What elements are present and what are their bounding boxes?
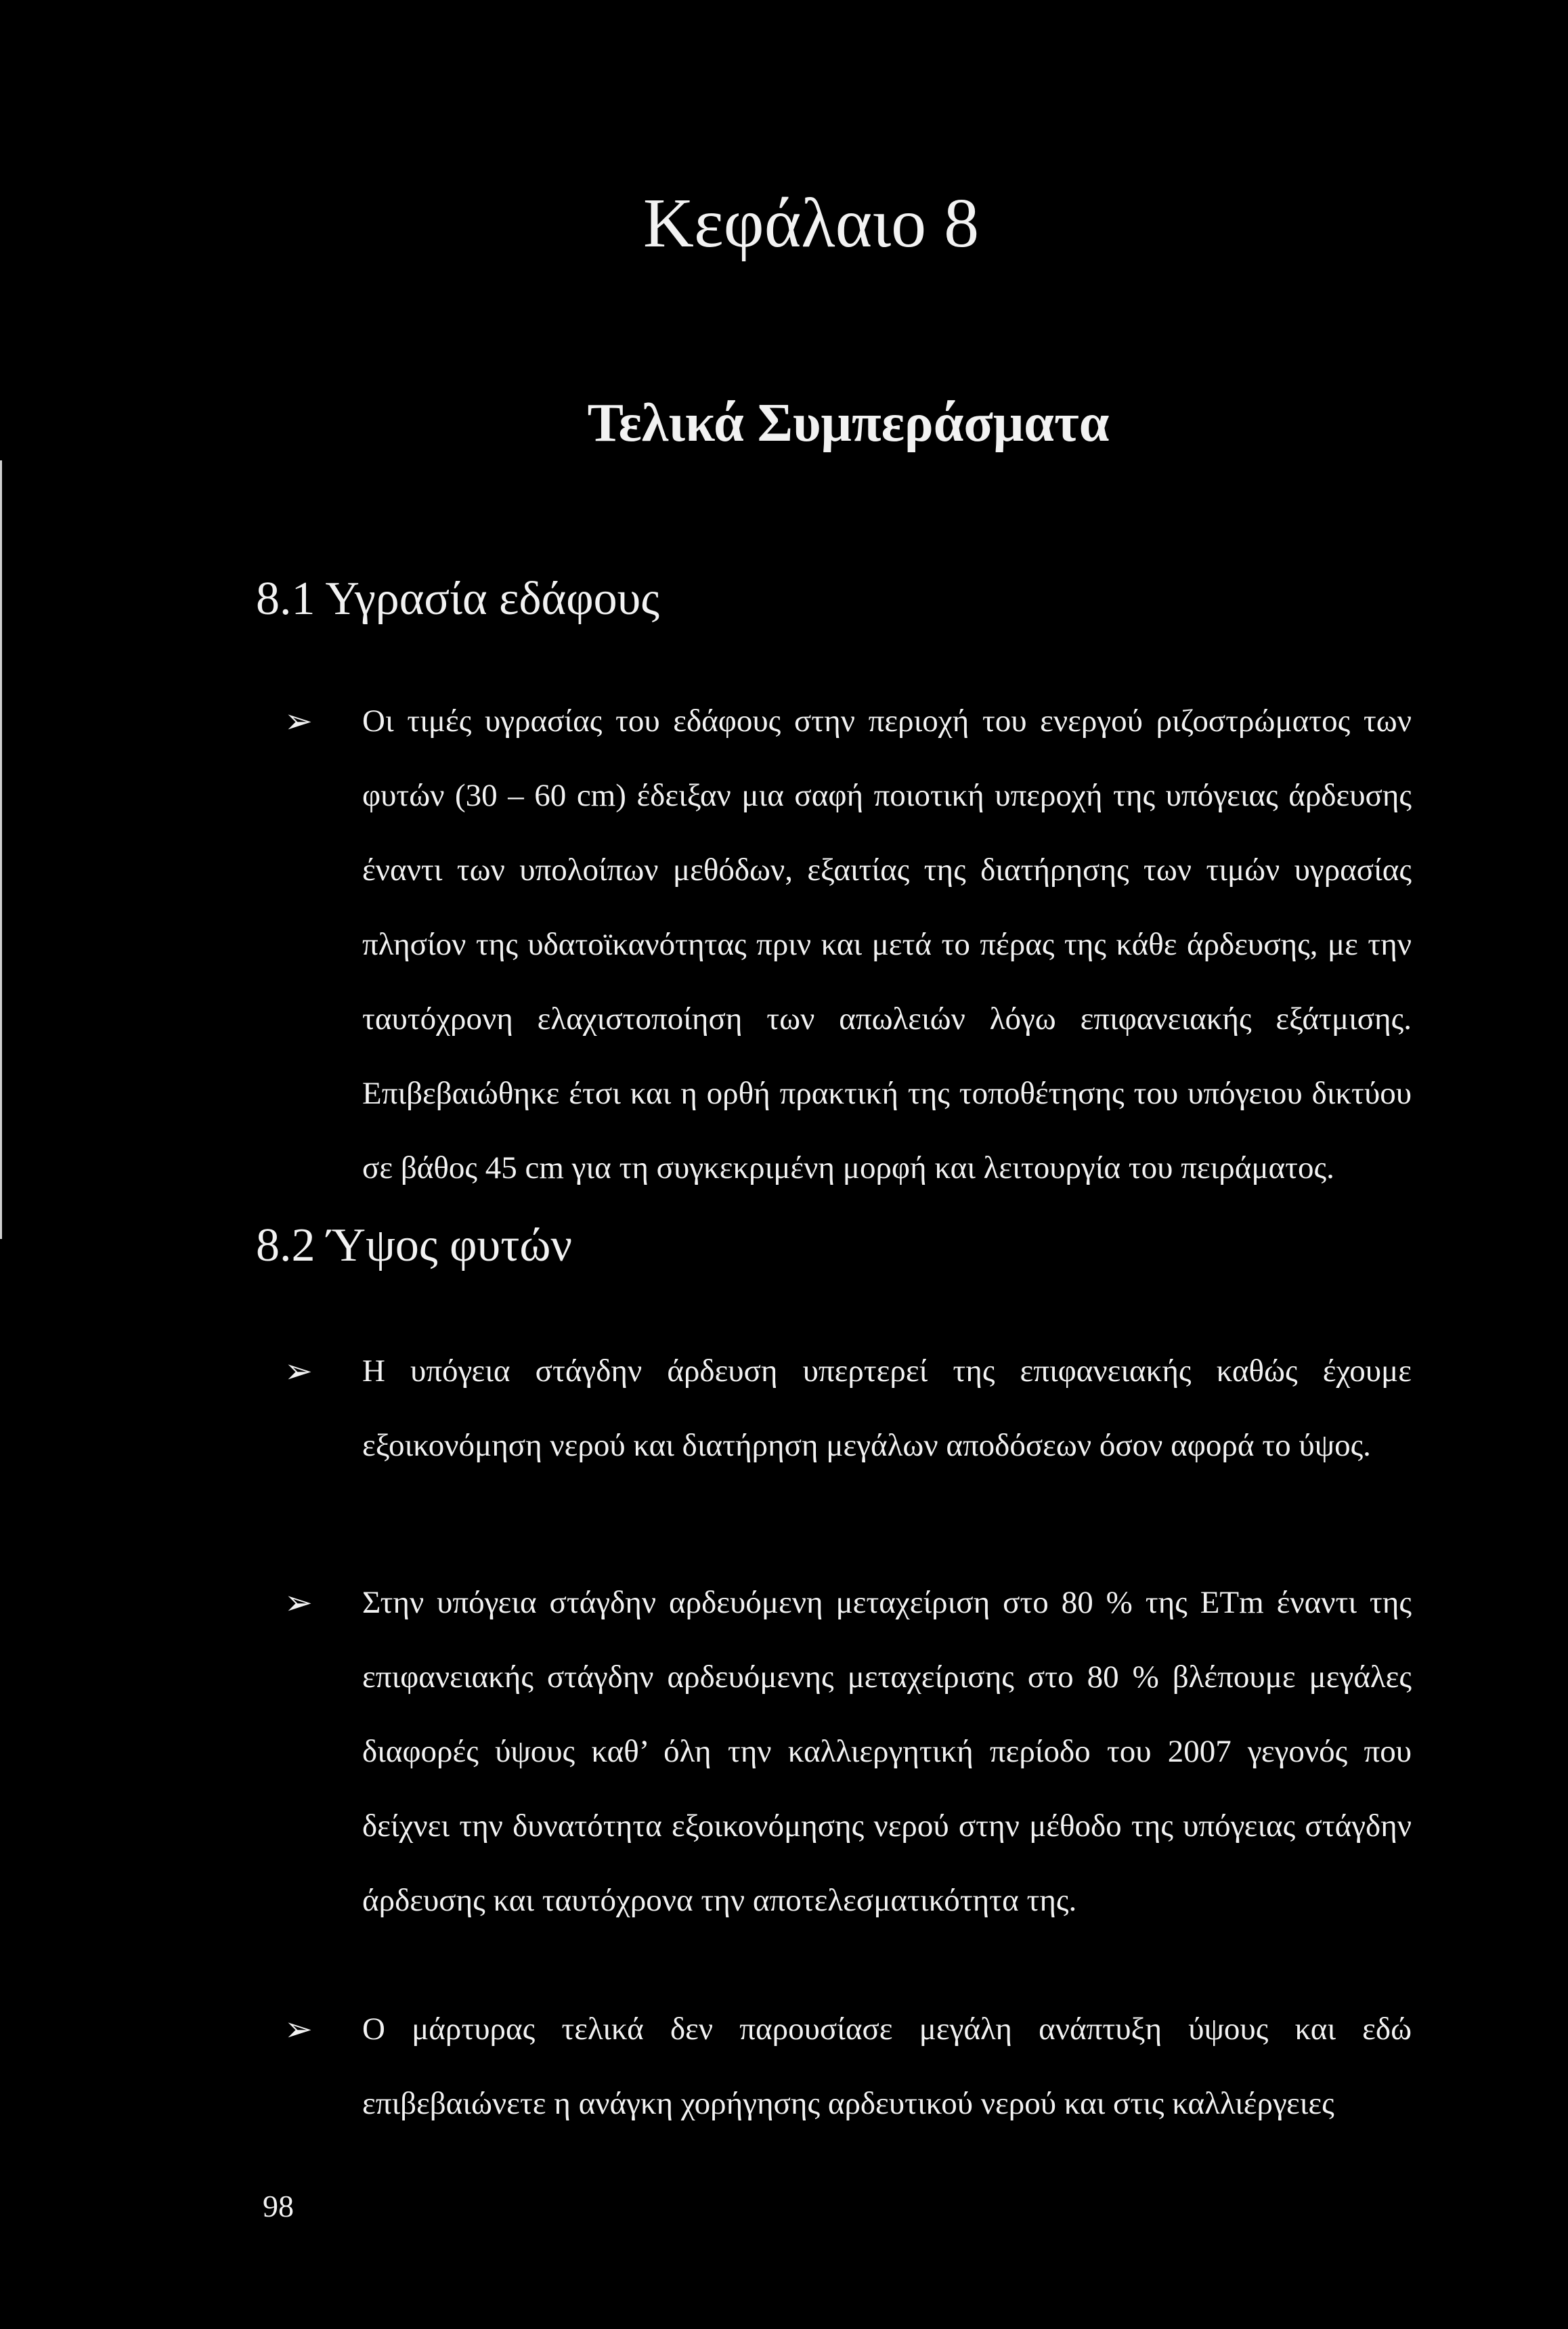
- bullet-paragraph: Ο μάρτυρας τελικά δεν παρουσίασε μεγάλη ανάπτυξη ύψους και εδώ επιβεβαιώνετε η ανάγκη χορήγησης αρδευτικού νερού και στις καλλιέργειες: [362, 2011, 1412, 2121]
- bullet-paragraph: Η υπόγεια στάγδην άρδευση υπερτερεί της επιφανειακής καθώς έχουμε εξοικονόμηση νερού και διατήρηση μεγάλων αποδόσεων όσον αφορά το ύψος.: [362, 1353, 1412, 1463]
- margin-line: [0, 460, 2, 1239]
- bullet-arrow-icon: ➢: [284, 1352, 313, 1390]
- bullet-arrow-icon: ➢: [284, 702, 313, 740]
- section-heading-plant-height: 8.2 Ύψος φυτών: [256, 1219, 573, 1271]
- bullet-paragraph: Στην υπόγεια στάγδην αρδευόμενη μεταχείριση στο 80 % της ETm έναντι της επιφανειακής στάγδην αρδευόμενης μεταχείρισης στο 80 % βλέπουμε μεγάλες διαφορές ύψους καθ’ όλη την καλλιεργητική περίοδο του 2007 γεγονός που δείχνει την δυνατότητα εξοικονόμησης νερού στην μέθοδο της υπόγειας στάγδην άρδευσης και ταυτόχρονα την αποτελεσματικότητα της.: [362, 1585, 1412, 1918]
- chapter-subtitle: Τελικά Συμπεράσματα: [587, 393, 1110, 453]
- chapter-title: Κεφάλαιο 8: [643, 184, 980, 262]
- bullet-arrow-icon: ➢: [284, 2010, 313, 2048]
- section-heading-soil-moisture: 8.1 Υγρασία εδάφους: [256, 573, 659, 625]
- page-number: 98: [263, 2189, 294, 2223]
- bullet-paragraph: Οι τιμές υγρασίας του εδάφους στην περιοχή του ενεργού ριζοστρώματος των φυτών (30 – 60 cm) έδειξαν μια σαφή ποιοτική υπεροχή της υπόγειας άρδευσης έναντι των υπολοίπων μεθόδων, εξαιτίας της διατήρησης των τιμών υγρασίας πλησίον της υδατοϊκανότητας πριν και μετά το πέρας της κάθε άρδευσης, με την ταυτόχρονη ελαχιστοποίηση των απωλειών λόγω επιφανειακής εξάτμισης. Επιβεβαιώθηκε έτσι και η ορθή πρακτική της τοποθέτησης του υπόγειου δικτύου σε βάθος 45 cm για τη συγκεκριμένη μορφή και λειτουργία του πειράματος.: [362, 703, 1412, 1185]
- bullet-arrow-icon: ➢: [284, 1584, 313, 1621]
